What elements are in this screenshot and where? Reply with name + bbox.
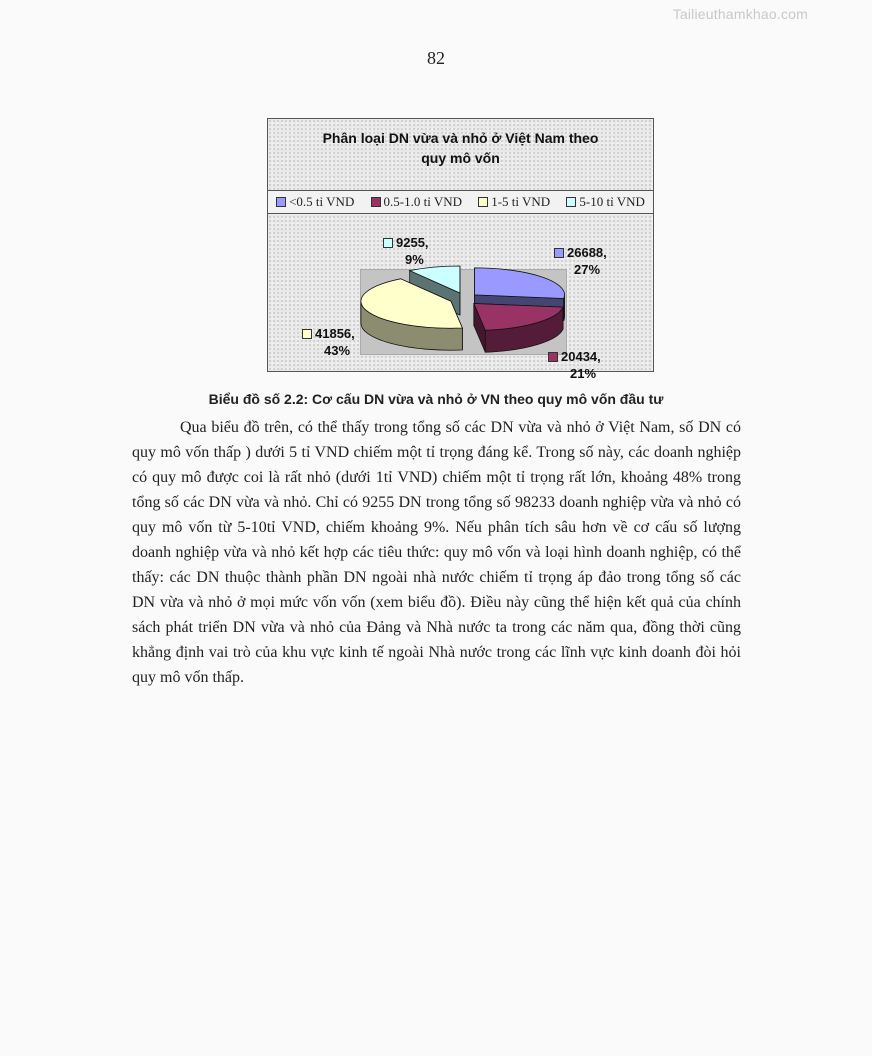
paragraph-text: Qua biểu đồ trên, có thể thấy trong tổng số các DN vừa và nhỏ ở Việt Nam, số DN có quy mô vốn thấp ) dưới 5 tỉ VND chiếm một tỉ trọng đáng kể. Trong số này, các doanh nghiệp có quy mô được coi là rất nhỏ (dưới 1tỉ VND) chiếm một tỉ trọng rất lớn, khoảng 48% trong tổng số các DN vừa và nhỏ. Chỉ có 9255 DN trong tổng số 98233 doanh nghiệp vừa và nhỏ có quy mô vốn từ 5-10tỉ VND, chiếm khoảng 9%. Nếu phân tích sâu hơn về cơ cấu số lượng doanh nghiệp vừa và nhỏ kết hợp các tiêu thức: quy mô vốn và loại hình doanh nghiệp, có thể thấy: các DN thuộc thành phần DN ngoài nhà nước chiếm tỉ trọng áp đảo trong tổng số các DN vừa và nhỏ ở mọi mức vốn vốn (xem biểu đồ). Điều này cũng thể hiện kết quả của chính sách phát triển DN vừa và nhỏ của Đảng và Nhà nước ta trong các năm qua, đồng thời cũng khẳng định vai trò của khu vực kinh tế ngoài Nhà nước trong các lĩnh vực kinh doanh đòi hỏi quy mô vốn thấp. xyxy=(132,419,741,686)
data-label-percent-2: 43% xyxy=(324,343,351,358)
data-label-1 xyxy=(548,348,601,381)
page-number: 82 xyxy=(427,48,445,68)
data-label-swatch-0 xyxy=(554,248,564,258)
data-label-value-2: 41856, xyxy=(315,326,355,341)
data-label-swatch-3 xyxy=(383,238,393,248)
data-label-2 xyxy=(302,325,355,359)
data-label-value-3: 9255, xyxy=(396,235,429,250)
legend-label-3: 5-10 tỉ VND xyxy=(579,194,645,209)
data-label-value-0: 26688, xyxy=(567,245,607,260)
legend-label-1: 0.5-1.0 tỉ VND xyxy=(383,194,463,209)
watermark: Tailieuthamkhao.com xyxy=(672,6,808,22)
data-label-swatch-1 xyxy=(548,352,558,362)
data-label-percent-1: 21% xyxy=(570,366,597,381)
body-paragraph xyxy=(132,415,741,690)
data-label-3 xyxy=(383,234,429,268)
chart-title-line-1: Phân loại DN vừa và nhỏ ở Việt Nam theo xyxy=(322,130,599,146)
data-label-0 xyxy=(554,244,607,278)
legend-label-0: <0.5 tỉ VND xyxy=(289,194,355,209)
data-label-value-1: 20434, xyxy=(561,349,601,364)
pie-slice-0-top xyxy=(475,268,565,299)
data-label-percent-0: 27% xyxy=(574,262,601,277)
pie-slice-1 xyxy=(474,303,563,352)
chart-title-line-2: quy mô vốn xyxy=(421,150,500,166)
legend-label-2: 1-5 tỉ VND xyxy=(491,194,551,209)
pie-chart xyxy=(267,118,654,381)
data-label-swatch-2 xyxy=(302,329,312,339)
chart-caption: Biểu đồ số 2.2: Cơ cấu DN vừa và nhỏ ở VN theo quy mô vốn đầu tư xyxy=(208,391,664,407)
data-label-percent-3: 9% xyxy=(405,252,424,267)
